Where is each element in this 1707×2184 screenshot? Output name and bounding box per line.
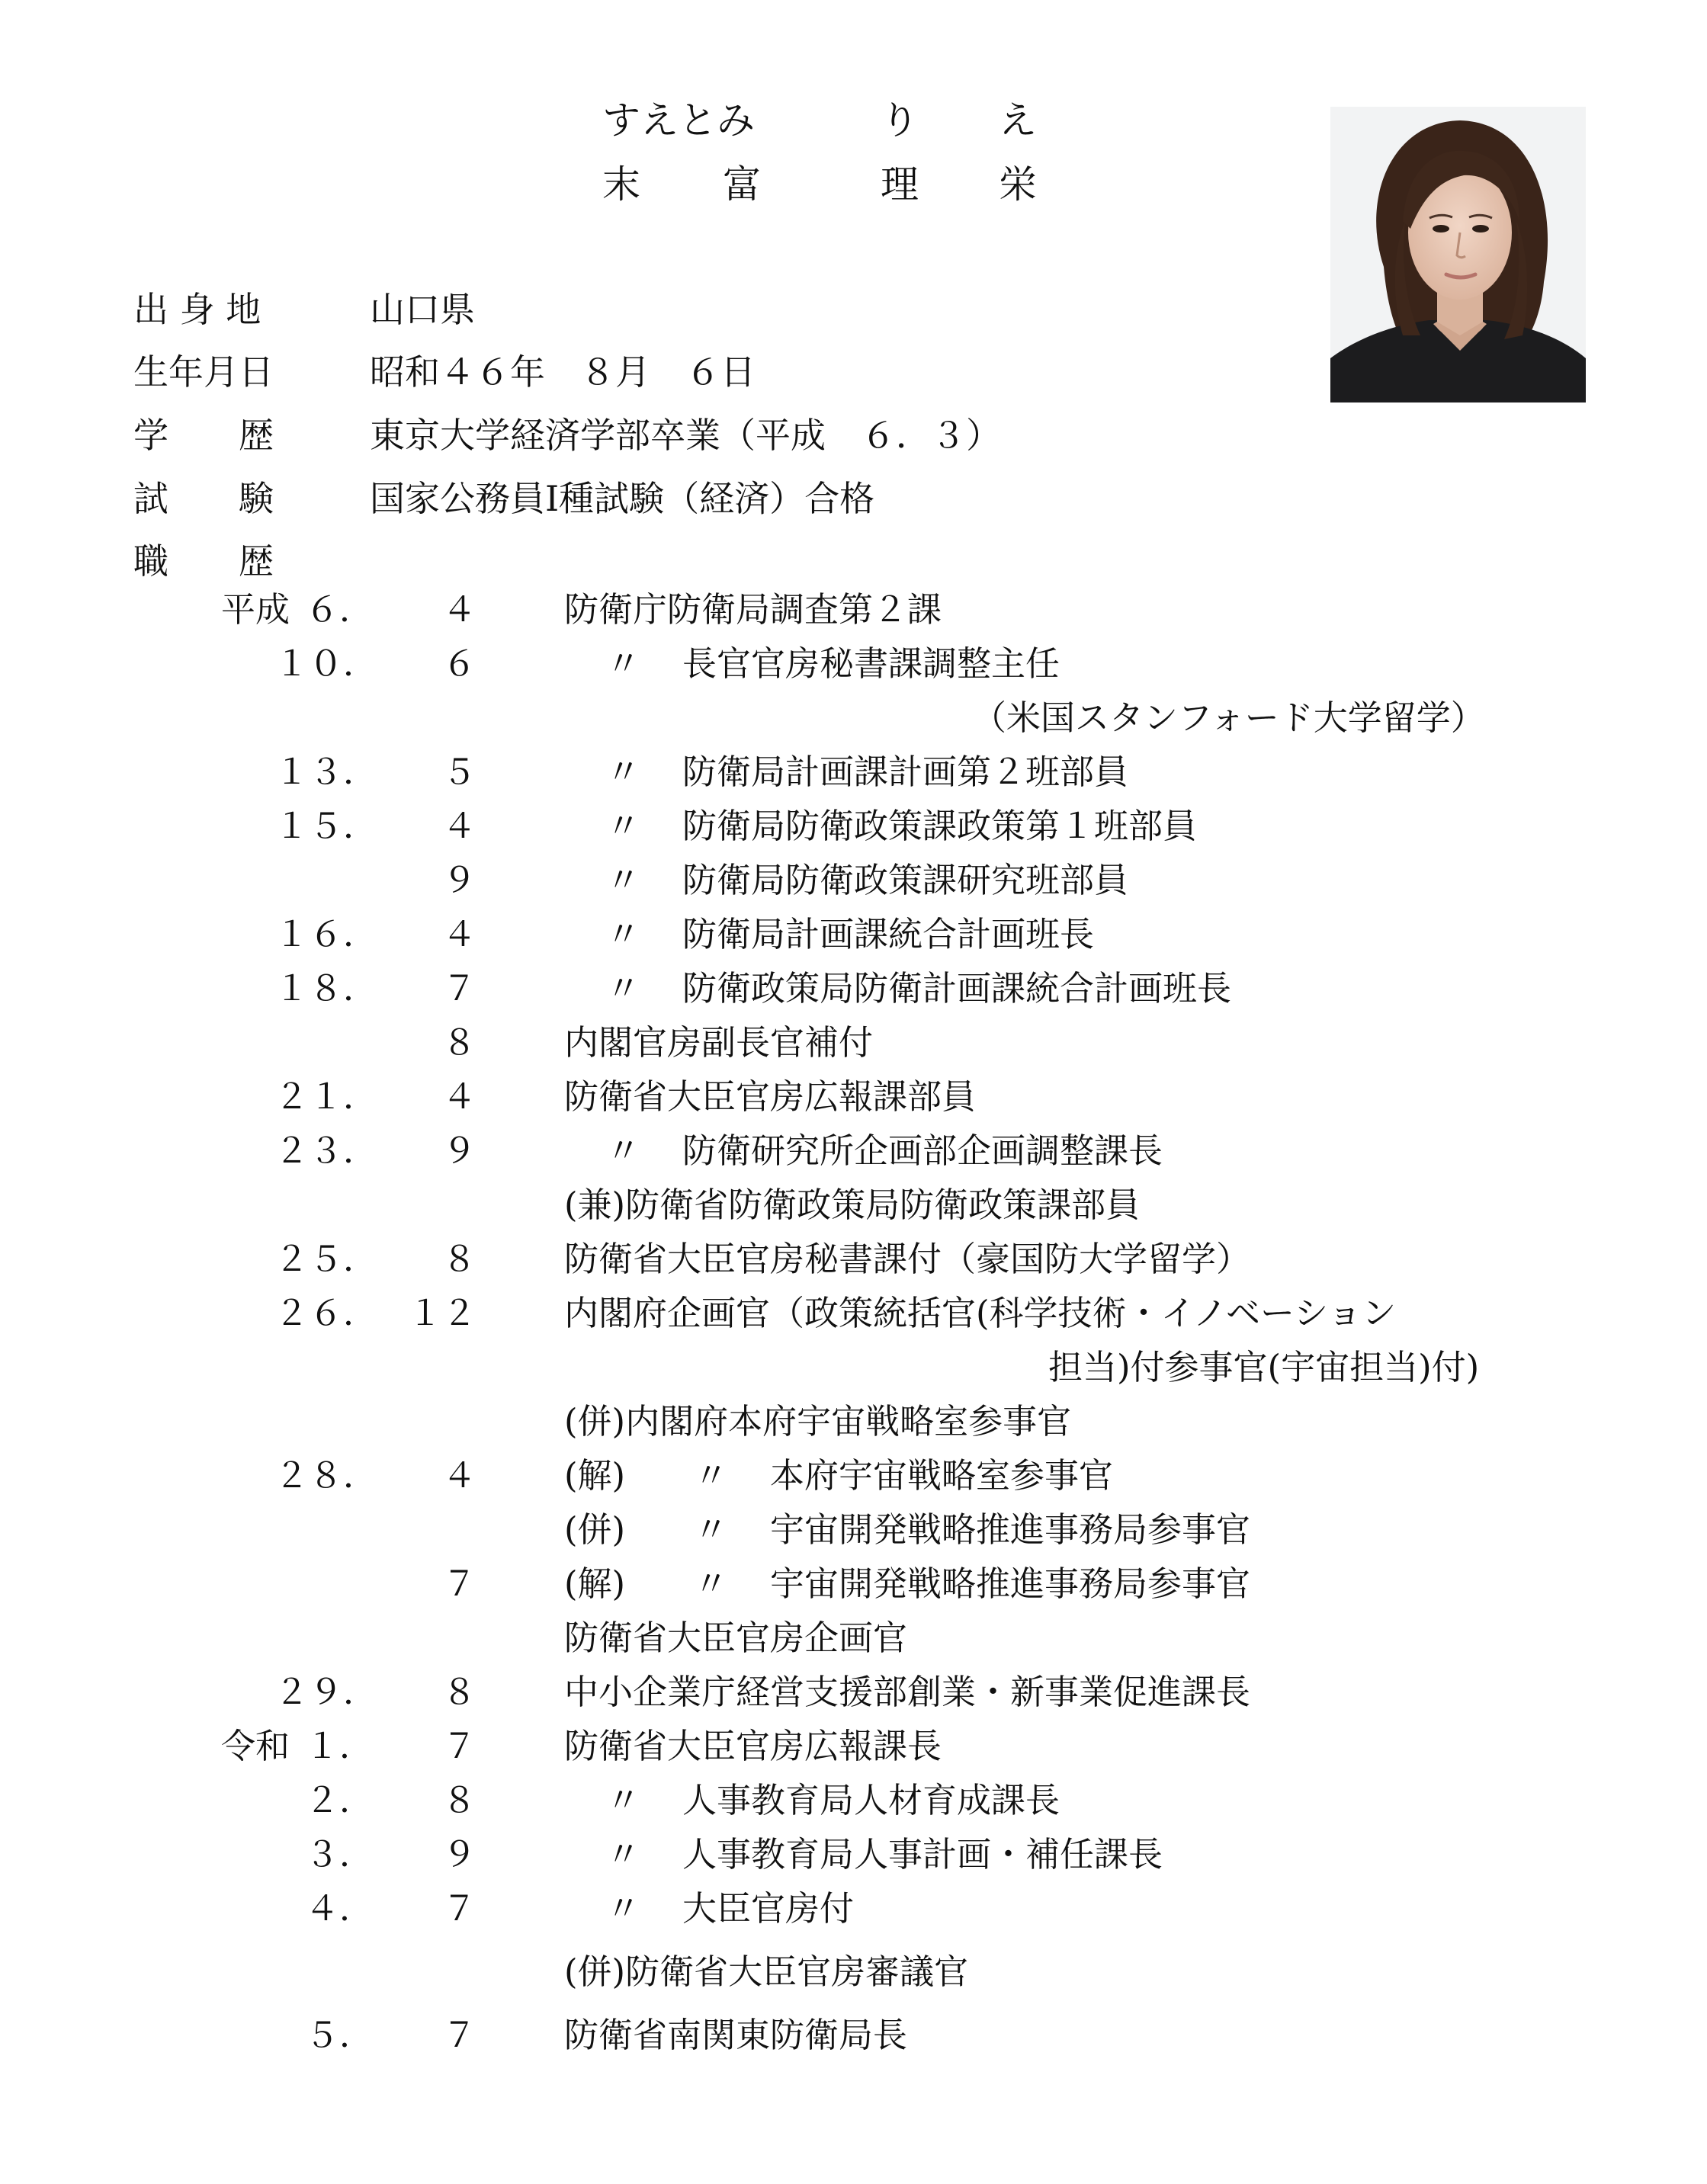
career-year: ３． bbox=[304, 1834, 374, 1875]
name-kanji-1: 末 bbox=[602, 162, 640, 207]
career-month: ７ bbox=[441, 1726, 476, 1766]
career-entry bbox=[564, 966, 1231, 1012]
ditto-mark: 〃 bbox=[605, 1130, 640, 1171]
profile-value-education: 東京大学経済学部卒業（平成 ６．３） bbox=[370, 415, 1001, 456]
career-entry bbox=[564, 858, 1128, 903]
career-year: ６． bbox=[304, 589, 374, 630]
career-text: 防衛局計画課計画第２班部員 bbox=[682, 752, 1129, 792]
career-month: ８ bbox=[441, 1672, 476, 1712]
career-text: 防衛政策局防衛計画課統合計画班長 bbox=[682, 968, 1232, 1009]
career-month: ６ bbox=[441, 643, 476, 684]
career-year: ２３． bbox=[274, 1130, 378, 1171]
career-text: 内閣府企画官（政策統括官(科学技術・イノベーション bbox=[564, 1293, 1397, 1333]
career-entry bbox=[564, 641, 1060, 687]
career-text: 防衛庁防衛局調査第２課 bbox=[564, 589, 942, 630]
career-year: ２８． bbox=[274, 1455, 378, 1496]
profile-label-birthplace: 出 身 地 bbox=[133, 289, 262, 330]
career-year: １０． bbox=[274, 643, 378, 684]
ditto-mark: 〃 bbox=[605, 860, 640, 900]
profile-label-career: 職 歴 bbox=[133, 540, 274, 582]
prefix-label: (解) bbox=[564, 1563, 626, 1604]
career-year: ２９． bbox=[274, 1672, 378, 1712]
career-month: ８ bbox=[441, 1239, 476, 1279]
career-text: （米国スタンフォード大学留学） bbox=[972, 698, 1485, 738]
name-kanji-2: 富 bbox=[723, 162, 761, 207]
career-text: (併)防衛省大臣官房審議官 bbox=[564, 1951, 969, 1992]
career-text: 中小企業庁経営支援部創業・新事業促進課長 bbox=[564, 1672, 1251, 1712]
prefix-label: (解) bbox=[564, 1455, 626, 1496]
career-year: １６． bbox=[274, 914, 378, 954]
ditto-mark: 〃 bbox=[605, 968, 640, 1009]
name-kana-family: すえとみ bbox=[602, 98, 755, 143]
career-month: ４ bbox=[441, 806, 476, 846]
career-entry bbox=[564, 1778, 1060, 1823]
career-month: １２ bbox=[407, 1293, 476, 1333]
career-text: 宇宙開発戦略推進事務局参事官 bbox=[770, 1563, 1251, 1604]
career-entry bbox=[564, 1886, 854, 1932]
ditto-mark: 〃 bbox=[605, 914, 640, 954]
name-kana-given-1: り bbox=[881, 98, 919, 143]
career-year: １５． bbox=[274, 806, 378, 846]
ditto-mark: 〃 bbox=[605, 1834, 640, 1875]
career-text: 人事教育局人事計画・補任課長 bbox=[682, 1834, 1163, 1875]
name-kanji-4: 栄 bbox=[999, 162, 1037, 207]
career-text: 担当)付参事官(宇宙担当)付) bbox=[1048, 1347, 1480, 1387]
career-entry bbox=[564, 749, 1128, 795]
career-text: 防衛省大臣官房広報課部員 bbox=[564, 1076, 977, 1117]
career-text: 防衛省大臣官房企画官 bbox=[564, 1618, 908, 1658]
career-text: 人事教育局人材育成課長 bbox=[682, 1780, 1060, 1820]
career-year: ２１． bbox=[274, 1076, 378, 1117]
ditto-mark: 〃 bbox=[694, 1455, 729, 1496]
career-month: ７ bbox=[441, 1563, 476, 1604]
ditto-mark: 〃 bbox=[605, 752, 640, 792]
career-month: ９ bbox=[441, 860, 476, 900]
career-entry bbox=[564, 1453, 1113, 1499]
career-year: １３． bbox=[274, 752, 378, 792]
career-text: 防衛局計画課統合計画班長 bbox=[682, 914, 1095, 954]
portrait-photo bbox=[1330, 107, 1586, 402]
ditto-mark: 〃 bbox=[605, 1780, 640, 1820]
profile-label-birthdate: 生年月日 bbox=[133, 351, 274, 393]
career-text: 本府宇宙戦略室参事官 bbox=[770, 1455, 1114, 1496]
career-month: ７ bbox=[441, 968, 476, 1009]
career-text: 防衛省大臣官房秘書課付（豪国防大学留学） bbox=[564, 1239, 1251, 1279]
career-year: ２５． bbox=[274, 1239, 378, 1279]
ditto-mark: 〃 bbox=[605, 806, 640, 846]
career-entry bbox=[564, 1832, 1163, 1878]
career-text: (兼)防衛省防衛政策局防衛政策課部員 bbox=[564, 1185, 1141, 1225]
career-year: ２． bbox=[304, 1780, 374, 1820]
ditto-mark: 〃 bbox=[694, 1563, 729, 1604]
career-month: ５ bbox=[441, 752, 476, 792]
career-year: １８． bbox=[274, 968, 378, 1009]
career-year: ２６． bbox=[274, 1293, 378, 1333]
career-text: 防衛局防衛政策課研究班部員 bbox=[682, 860, 1129, 900]
career-year: ４． bbox=[304, 1888, 374, 1929]
name-kanji-3: 理 bbox=[881, 162, 919, 207]
career-year: １． bbox=[304, 1726, 374, 1766]
career-text: 防衛局防衛政策課政策第１班部員 bbox=[682, 806, 1198, 846]
career-text: 大臣官房付 bbox=[682, 1888, 855, 1929]
career-month: ８ bbox=[441, 1022, 476, 1063]
career-month: ４ bbox=[441, 914, 476, 954]
name-kana-given-2: え bbox=[999, 98, 1037, 143]
career-text: 防衛省南関東防衛局長 bbox=[564, 2015, 908, 2055]
career-text: 宇宙開発戦略推進事務局参事官 bbox=[770, 1509, 1251, 1550]
career-entry bbox=[564, 1128, 1163, 1174]
career-month: ７ bbox=[441, 2015, 476, 2055]
career-text: 防衛研究所企画部企画調整課長 bbox=[682, 1130, 1163, 1171]
profile-value-birthplace: 山口県 bbox=[370, 289, 475, 330]
career-month: ９ bbox=[441, 1834, 476, 1875]
profile-value-birthdate: 昭和４６年 ８月 ６日 bbox=[370, 351, 756, 393]
prefix-label: (併) bbox=[564, 1509, 626, 1550]
ditto-mark: 〃 bbox=[605, 643, 640, 684]
profile-label-exam: 試 験 bbox=[133, 478, 274, 519]
career-entry bbox=[564, 912, 1094, 957]
profile-value-exam: 国家公務員Ⅰ種試験（経済）合格 bbox=[370, 478, 875, 519]
career-entry bbox=[564, 1507, 1250, 1553]
career-era: 令和 bbox=[220, 1726, 290, 1766]
career-entry bbox=[564, 803, 1197, 849]
career-year: ５． bbox=[304, 2015, 374, 2055]
career-text: 内閣官房副長官補付 bbox=[564, 1022, 874, 1063]
career-text: 長官官房秘書課調整主任 bbox=[682, 643, 1060, 684]
ditto-mark: 〃 bbox=[694, 1509, 729, 1550]
career-month: ７ bbox=[441, 1888, 476, 1929]
career-month: ８ bbox=[441, 1780, 476, 1820]
career-entry bbox=[564, 1561, 1250, 1607]
career-month: ４ bbox=[441, 1455, 476, 1496]
career-month: ９ bbox=[441, 1130, 476, 1171]
career-text: 防衛省大臣官房広報課長 bbox=[564, 1726, 942, 1766]
career-month: ４ bbox=[441, 1076, 476, 1117]
profile-label-education: 学 歴 bbox=[133, 415, 274, 456]
career-text: (併)内閣府本府宇宙戦略室参事官 bbox=[564, 1401, 1072, 1442]
career-era: 平成 bbox=[220, 589, 290, 630]
ditto-mark: 〃 bbox=[605, 1888, 640, 1929]
career-month: ４ bbox=[441, 589, 476, 630]
